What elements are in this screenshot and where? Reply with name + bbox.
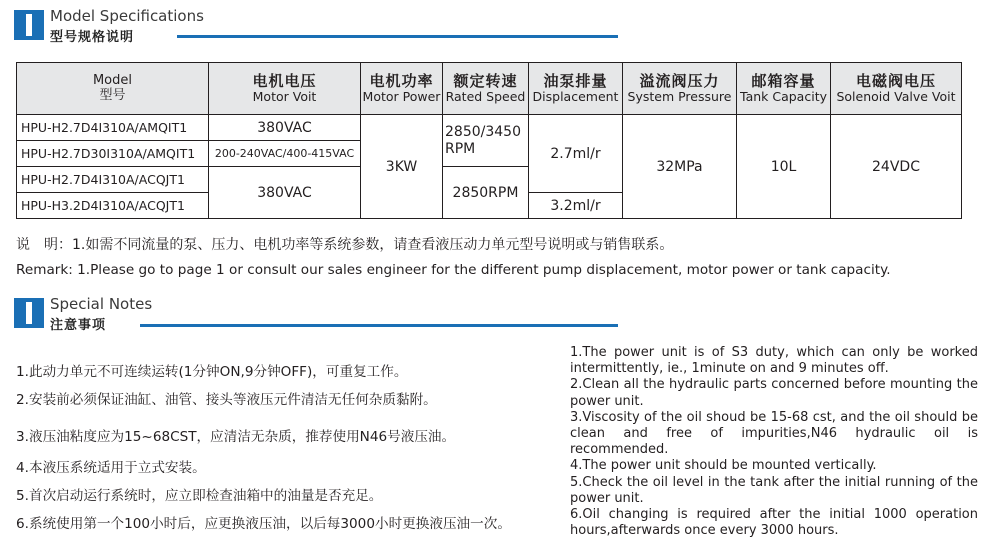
list-item: 3.液压油粘度应为15~68CST，应清洁无杂质，推荐使用N46号液压油。 <box>16 429 456 445</box>
header-system-pressure: 溢流阀压力 System Pressure <box>623 63 737 115</box>
header-displacement: 油泵排量 Displacement <box>529 63 623 115</box>
header-model: Model 型号 <box>17 63 209 115</box>
spec-table <box>16 62 962 219</box>
section-title-en: Special Notes <box>50 295 153 313</box>
list-item: 2.安装前必须保证油缸、油管、接头等液压元件清洁无任何杂质黏附。 <box>16 392 437 408</box>
section-title-cn: 注意事项 <box>50 318 107 333</box>
pressure-cell: 32MPa <box>623 115 737 219</box>
header-solenoid-voltage: 电磁阀电压 Solenoid Valve Voit <box>831 63 962 115</box>
list-item: 6.Oil changing is required after the initial 1000 operation hours,afterwards once every 3000 hours. <box>570 507 978 539</box>
section-title-en: Model Specifications <box>50 7 204 25</box>
section-divider <box>140 324 618 327</box>
voltage-cell: 380VAC <box>209 167 361 219</box>
list-item: 1.The power unit is of S3 duty, which can only be worked intermittently, ie., 1minute on and 9 minutes off. <box>570 345 978 377</box>
displacement-cell: 2.7ml/r <box>529 115 623 193</box>
table-header-row <box>17 63 962 115</box>
list-item: 6.系统使用第一个100小时后，应更换液压油，以后每3000小时更换液压油一次。 <box>16 516 511 532</box>
voltage-cell: 200-240VAC/400-415VAC <box>209 141 361 167</box>
section-divider <box>177 35 618 38</box>
section-title-cn: 型号规格说明 <box>50 30 135 45</box>
section-marker-icon <box>14 298 44 328</box>
voltage-cell: 380VAC <box>209 115 361 141</box>
list-item: 3.Viscosity of the oil shoud be 15-68 cst, and the oil should be clean and free of impurities,N46 hydraulic oil is recommended. <box>570 409 978 458</box>
model-cell: HPU-H3.2D4I310A/ACQJT1 <box>17 193 209 219</box>
displacement-cell: 3.2ml/r <box>529 193 623 219</box>
header-tank-capacity: 邮箱容量 Tank Capacity <box>737 63 831 115</box>
list-item: 4.The power unit should be mounted vertically. <box>570 458 877 474</box>
list-item: 2.Clean all the hydraulic parts concerned before mounting the power unit. <box>570 377 978 409</box>
solenoid-cell: 24VDC <box>831 115 962 219</box>
model-cell: HPU-H2.7D4I310A/ACQJT1 <box>17 167 209 193</box>
notes-en-list <box>570 345 978 539</box>
list-item: 4.本液压系统适用于立式安装。 <box>16 460 206 476</box>
header-rated-speed: 额定转速 Rated Speed <box>443 63 529 115</box>
header-motor-power: 电机功率 Motor Power <box>361 63 443 115</box>
model-cell: HPU-H2.7D4I310A/AMQIT1 <box>17 115 209 141</box>
list-item: 5.Check the oil level in the tank after the initial running of the power unit. <box>570 474 978 506</box>
list-item: 1.此动力单元不可连续运转(1分钟ON,9分钟OFF)，可重复工作。 <box>16 364 408 380</box>
speed-cell: 2850/3450 RPM <box>443 115 529 167</box>
list-item: 5.首次启动运行系统时，应立即检查油箱中的油量是否充足。 <box>16 488 383 504</box>
section-marker-icon <box>14 10 44 40</box>
power-cell: 3KW <box>361 115 443 219</box>
speed-cell: 2850RPM <box>443 167 529 219</box>
remark-en: Remark: 1.Please go to page 1 or consult our sales engineer for the different pump displacement, motor power or tank capacity. <box>16 262 891 278</box>
table-row <box>17 115 962 141</box>
remark-cn: 说 明：1.如需不同流量的泵、压力、电机功率等系统参数，请查看液压动力单元型号说明或与销售联系。 <box>16 237 674 253</box>
tank-cell: 10L <box>737 115 831 219</box>
header-motor-voltage: 电机电压 Motor Voit <box>209 63 361 115</box>
model-cell: HPU-H2.7D30I310A/AMQIT1 <box>17 141 209 167</box>
